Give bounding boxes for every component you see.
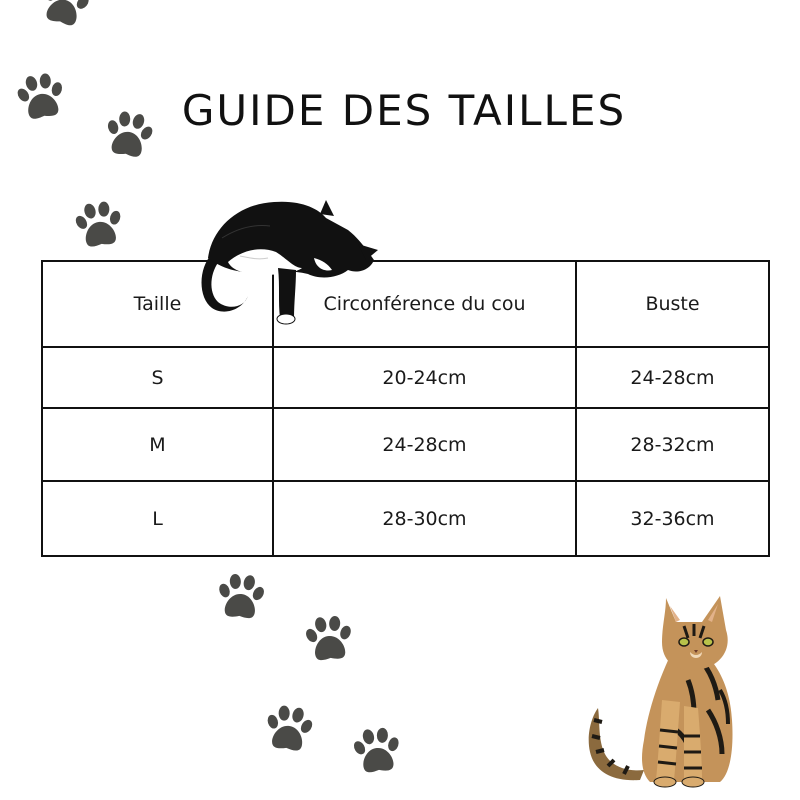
table-row [42, 347, 769, 408]
paw-print-icon [100, 106, 158, 164]
paw-print-icon [261, 701, 317, 757]
header-chest: Buste [576, 261, 769, 347]
black-white-cat-illustration [198, 198, 380, 328]
paw-print-icon [302, 612, 356, 666]
cell-size: M [42, 408, 273, 481]
size-table [41, 260, 770, 557]
cell-neck: 28-30cm [273, 481, 576, 556]
paw-print-icon [350, 724, 405, 779]
tabby-cat-illustration [580, 590, 750, 790]
header-size: Taille [42, 261, 273, 347]
table-row [42, 481, 769, 556]
cell-chest: 32-36cm [576, 481, 769, 556]
table-header-row [42, 261, 769, 347]
paw-print-icon [214, 570, 268, 624]
cell-size: L [42, 481, 273, 556]
paw-print-icon [71, 197, 127, 253]
cell-size: S [42, 347, 273, 408]
paw-print-icon [34, 0, 95, 34]
cell-chest: 28-32cm [576, 408, 769, 481]
cell-chest: 24-28cm [576, 347, 769, 408]
header-neck: Circonférence du cou [273, 261, 576, 347]
cell-neck: 24-28cm [273, 408, 576, 481]
cell-neck: 20-24cm [273, 347, 576, 408]
table-row [42, 408, 769, 481]
page-title: GUIDE DES TAILLES [181, 86, 627, 136]
paw-print-icon [12, 68, 70, 126]
